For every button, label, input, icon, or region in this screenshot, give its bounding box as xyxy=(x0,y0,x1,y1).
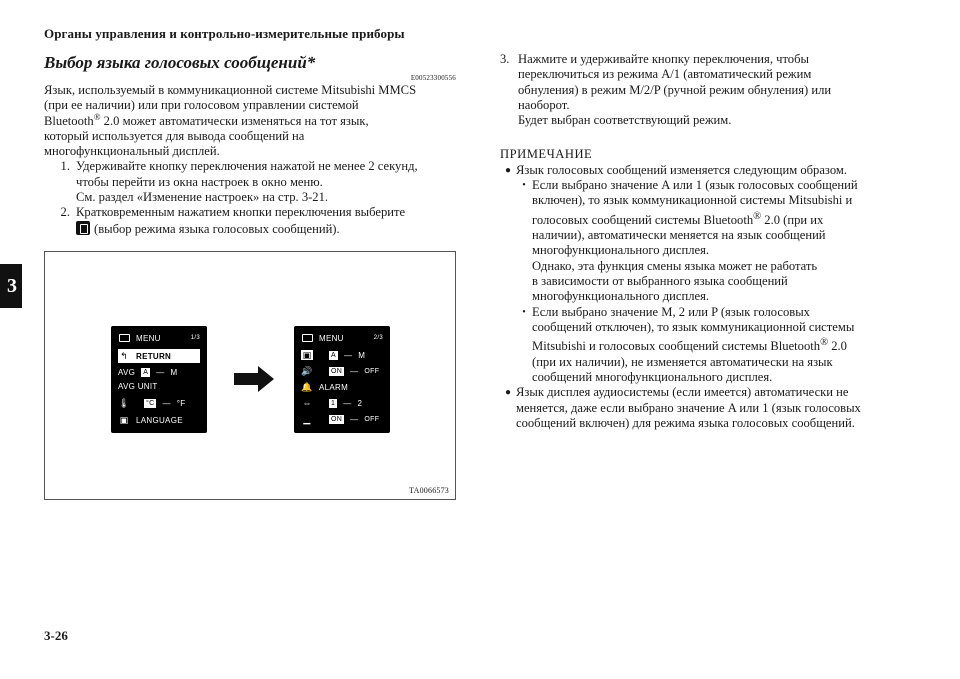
voice-language-icon: ▣ xyxy=(302,349,312,360)
return-row: ↰ RETURN xyxy=(118,349,200,363)
intro-paragraph: Язык, используемый в коммуникационной системе Mitsubishi MMCS (при ее наличии) или при голосовом управлении системой Bluetooth® 2.0 может автоматически изменяться на тот язык, который используется для вывода сообщений на многофункциональный дисплей. xyxy=(44,83,417,159)
section-title: Выбор языка голосовых сообщений* xyxy=(44,53,316,72)
bullet-dot-icon: • xyxy=(522,180,526,192)
menu-header: MENU 1/3 xyxy=(118,331,200,345)
voice-language-row: ▣ A — M xyxy=(302,349,366,360)
menu-header: MENU 2/3 xyxy=(301,331,383,345)
note-item-2: ● Язык дисплея аудиосистемы (если имеется) автоматически не меняется, даже если выбрано значение A или 1 (язык голосовых сообщений включен) для режима языка голосовых сообщений. xyxy=(500,385,908,431)
swap-arrows-icon: ⇔ xyxy=(302,398,312,408)
menu-icon xyxy=(118,333,130,343)
avg-unit-row: AVG UNIT xyxy=(118,381,158,391)
step-2: 2. Кратковременным нажатием кнопки переключения выберите (выбор режима языка голосовых сообщений). xyxy=(60,205,406,236)
left-column xyxy=(44,52,456,237)
display-screen-menu-1 xyxy=(111,326,207,433)
bullet-icon: ● xyxy=(504,387,512,399)
note-subitem-2: • Если выбрано значение M, 2 или P (язык голосовых сообщений отключен), то язык коммуникационной системы Mitsubishi и голосовых сообщений системы Bluetooth® 2.0 (при их наличии), не изменяется автоматически на язык сообщений многофункционального дисплея. xyxy=(500,305,908,386)
display-screen-menu-2 xyxy=(294,326,390,433)
menu-icon xyxy=(301,333,313,343)
page-number: 3-26 xyxy=(44,628,68,643)
display-figure xyxy=(44,251,456,500)
language-icon: ▣ xyxy=(119,414,129,425)
temperature-row: 🌡 °C — °F xyxy=(118,397,186,408)
note-item-1: ● Язык голосовых сообщений изменяется следующим образом. xyxy=(500,163,908,178)
running-header: Органы управления и контрольно-измерительные приборы xyxy=(44,26,405,41)
bell-icon: 🔔 xyxy=(301,381,313,392)
speaker-icon: 🔊 xyxy=(301,365,313,376)
note-heading: ПРИМЕЧАНИЕ xyxy=(500,147,593,162)
bullet-dot-icon: • xyxy=(522,306,526,318)
language-row: ▣ LANGUAGE xyxy=(119,414,183,425)
right-column xyxy=(500,52,908,431)
last-row: ▁ ON — OFF xyxy=(301,412,383,426)
alarm-row: 🔔 ALARM xyxy=(301,381,349,392)
chapter-tab xyxy=(0,264,22,308)
figure-label: TA0066573 xyxy=(409,486,449,495)
return-arrow-icon: ↰ xyxy=(120,350,128,361)
note-subitem-1: • Если выбрано значение A или 1 (язык голосовых сообщений включен), то язык коммуникационной системы Mitsubishi и голосовых сообщений системы Bluetooth® 2.0 (при их наличии), автоматически меняется на язык сообщений многофункционального дисплея. Однако, эта функция смены языка может не работать в зависимости от выбранного языка сообщений многофункционального дисплея. xyxy=(500,178,908,305)
chapter-number: 3 xyxy=(7,274,17,297)
section-code: E00523300556 xyxy=(410,74,456,82)
arrow-right-icon xyxy=(234,366,274,392)
bar-icon: ▁ xyxy=(303,413,311,424)
thermometer-icon: 🌡 xyxy=(118,397,130,408)
avg-row: AVG A — M xyxy=(118,367,178,377)
bullet-icon: ● xyxy=(504,164,512,176)
step-1: 1. Удерживайте кнопку переключения нажатой не менее 2 секунд, чтобы перейти из окна настроек в окно меню. См. раздел «Изменение настроек» на стр. 3-21. xyxy=(60,159,418,205)
step-3: 3. Нажмите и удерживайте кнопку переключения, чтобы переключиться из режима A/1 (автоматический режим обнуления) в режим M/2/P (ручной режим обнуления) или наоборот. Будет выбран соответствующий режим. xyxy=(500,52,832,128)
voice-language-icon xyxy=(76,221,90,235)
mode-row: ⇔ 1 — 2 xyxy=(302,398,363,408)
sound-row: 🔊 ON — OFF xyxy=(301,365,380,376)
